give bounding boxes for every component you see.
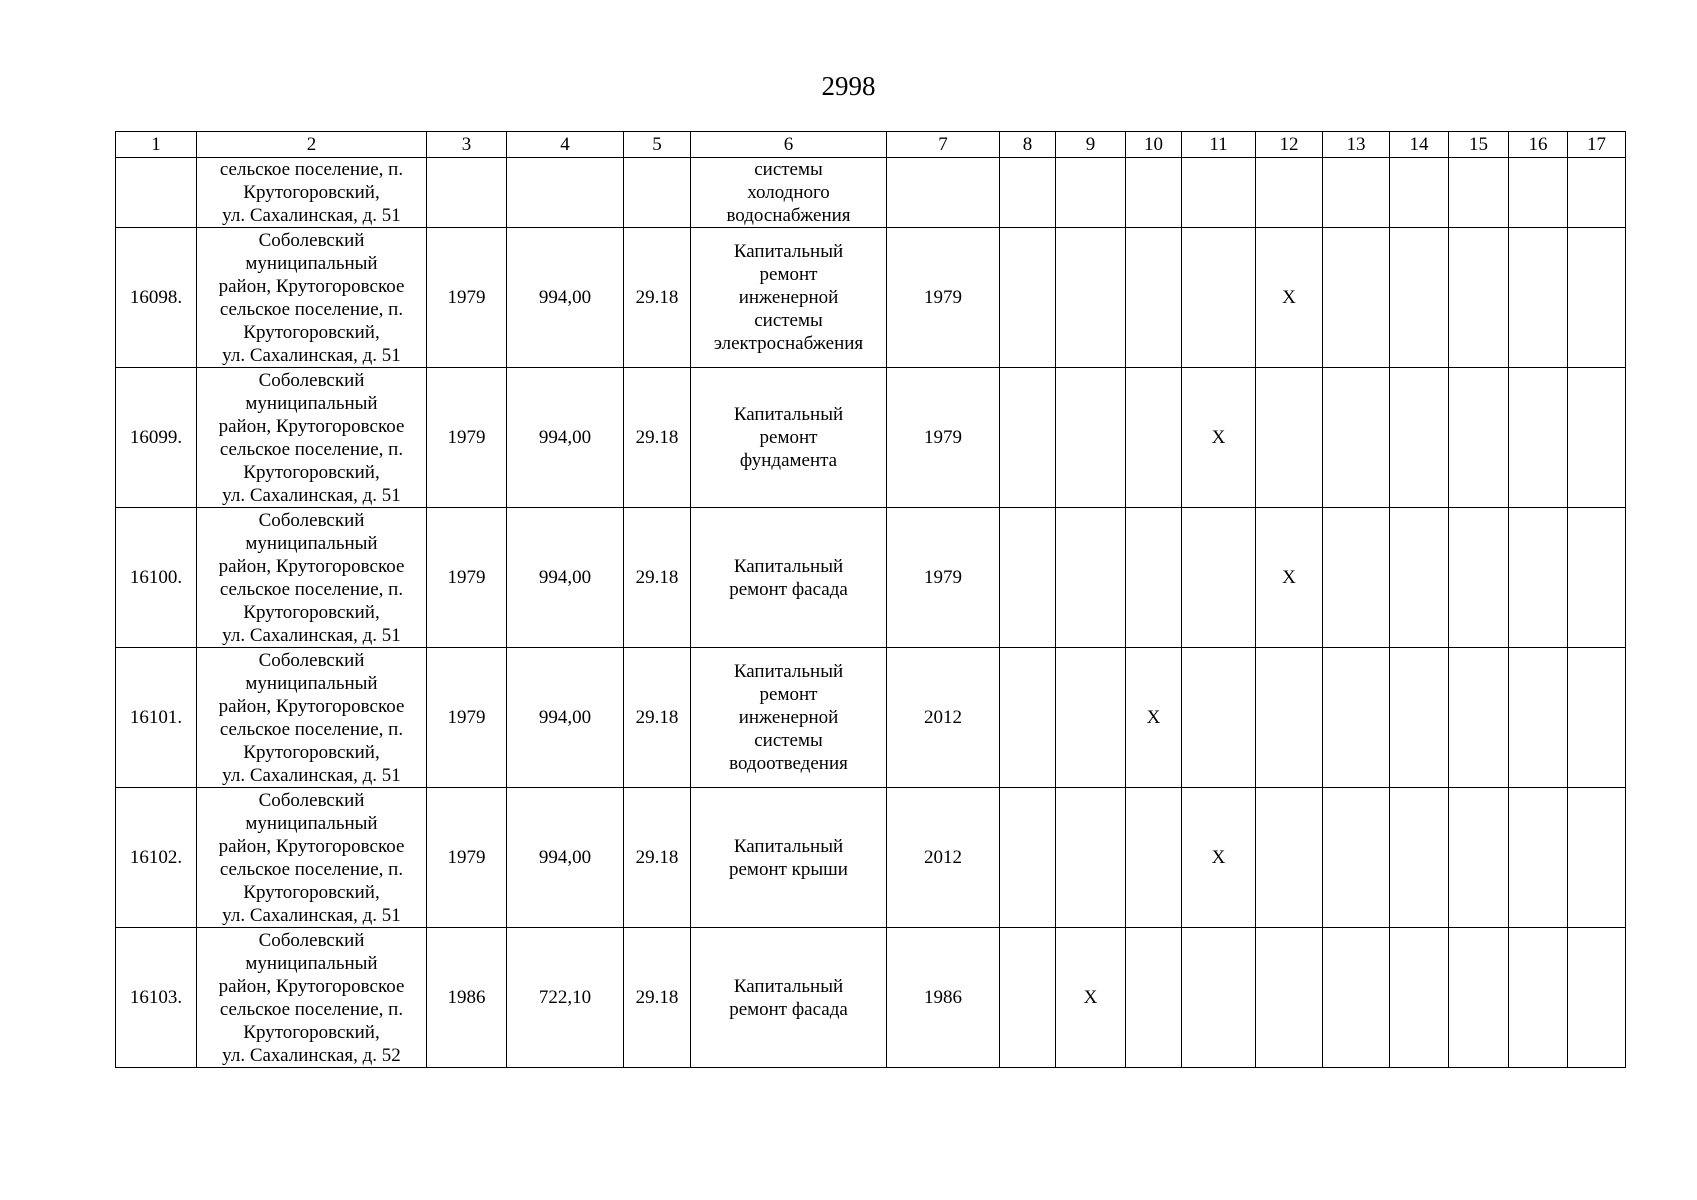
mark-cell — [1568, 928, 1626, 1068]
column-number: 7 — [887, 132, 1000, 158]
mark-cell: X — [1182, 368, 1256, 508]
area-cell: 994,00 — [507, 788, 624, 928]
mark-cell — [1256, 928, 1323, 1068]
column-number: 13 — [1323, 132, 1390, 158]
mark-cell — [1182, 158, 1256, 228]
year-built-cell: 1979 — [427, 788, 507, 928]
year-built-cell: 1979 — [427, 228, 507, 368]
mark-cell — [1182, 228, 1256, 368]
address-cell: Соболевский муниципальный район, Крутогоровское сельское поселение, п. Крутогоровский, ул. Сахалинская, д. 51 — [197, 508, 427, 648]
code-cell: 29.18 — [624, 788, 691, 928]
mark-cell — [1509, 648, 1568, 788]
column-number: 2 — [197, 132, 427, 158]
mark-cell — [1056, 158, 1126, 228]
year-built-cell: 1979 — [427, 508, 507, 648]
work-type-cell: системы холодного водоснабжения — [691, 158, 887, 228]
mark-cell — [1323, 508, 1390, 648]
mark-cell — [1568, 648, 1626, 788]
work-type-cell: Капитальный ремонт фасада — [691, 508, 887, 648]
year-work-cell: 1979 — [887, 228, 1000, 368]
code-cell — [624, 158, 691, 228]
page-number: 2998 — [821, 71, 876, 101]
mark-cell — [1182, 508, 1256, 648]
row-number-cell: 16099. — [116, 368, 197, 508]
table-row — [116, 788, 1626, 928]
row-number-cell: 16098. — [116, 228, 197, 368]
mark-cell — [1509, 508, 1568, 648]
mark-cell — [1449, 788, 1509, 928]
mark-cell — [1323, 788, 1390, 928]
table-row — [116, 648, 1626, 788]
row-number-cell: 16103. — [116, 928, 197, 1068]
area-cell: 994,00 — [507, 648, 624, 788]
registry-table — [115, 131, 1626, 1068]
year-built-cell: 1979 — [427, 368, 507, 508]
mark-cell — [1126, 368, 1182, 508]
mark-cell — [1323, 158, 1390, 228]
address-cell: сельское поселение, п. Крутогоровский, ул. Сахалинская, д. 51 — [197, 158, 427, 228]
column-number: 6 — [691, 132, 887, 158]
column-number: 12 — [1256, 132, 1323, 158]
mark-cell — [1449, 158, 1509, 228]
mark-cell — [1056, 648, 1126, 788]
column-number: 3 — [427, 132, 507, 158]
table-row — [116, 228, 1626, 368]
mark-cell — [1126, 928, 1182, 1068]
mark-cell — [1390, 368, 1449, 508]
work-type-cell: Капитальный ремонт инженерной системы электроснабжения — [691, 228, 887, 368]
mark-cell — [1126, 228, 1182, 368]
mark-cell — [1390, 158, 1449, 228]
mark-cell — [1056, 368, 1126, 508]
work-type-cell: Капитальный ремонт инженерной системы водоотведения — [691, 648, 887, 788]
mark-cell — [1390, 228, 1449, 368]
mark-cell — [1256, 648, 1323, 788]
year-work-cell: 1986 — [887, 928, 1000, 1068]
row-number-cell: 16102. — [116, 788, 197, 928]
mark-cell — [1000, 788, 1056, 928]
mark-cell — [1000, 648, 1056, 788]
code-cell: 29.18 — [624, 648, 691, 788]
year-work-cell: 2012 — [887, 788, 1000, 928]
table-body — [116, 158, 1626, 1068]
mark-cell — [1509, 158, 1568, 228]
mark-cell — [1000, 228, 1056, 368]
column-number: 4 — [507, 132, 624, 158]
mark-cell — [1509, 228, 1568, 368]
mark-cell — [1323, 648, 1390, 788]
mark-cell — [1126, 508, 1182, 648]
code-cell: 29.18 — [624, 928, 691, 1068]
mark-cell — [1390, 928, 1449, 1068]
mark-cell — [1056, 228, 1126, 368]
mark-cell — [1256, 158, 1323, 228]
column-number: 1 — [116, 132, 197, 158]
code-cell: 29.18 — [624, 228, 691, 368]
area-cell: 994,00 — [507, 228, 624, 368]
mark-cell: X — [1182, 788, 1256, 928]
mark-cell — [1390, 788, 1449, 928]
mark-cell — [1568, 228, 1626, 368]
mark-cell — [1449, 368, 1509, 508]
mark-cell — [1126, 158, 1182, 228]
area-cell: 994,00 — [507, 508, 624, 648]
area-cell: 722,10 — [507, 928, 624, 1068]
year-built-cell — [427, 158, 507, 228]
mark-cell — [1182, 928, 1256, 1068]
year-work-cell: 1979 — [887, 368, 1000, 508]
mark-cell — [1000, 368, 1056, 508]
address-cell: Соболевский муниципальный район, Крутогоровское сельское поселение, п. Крутогоровский, ул. Сахалинская, д. 51 — [197, 228, 427, 368]
mark-cell — [1000, 508, 1056, 648]
mark-cell — [1256, 368, 1323, 508]
mark-cell — [1323, 928, 1390, 1068]
mark-cell — [1449, 228, 1509, 368]
column-number: 17 — [1568, 132, 1626, 158]
mark-cell — [1449, 928, 1509, 1068]
mark-cell — [1056, 788, 1126, 928]
work-type-cell: Капитальный ремонт крыши — [691, 788, 887, 928]
column-number: 16 — [1509, 132, 1568, 158]
mark-cell — [1390, 648, 1449, 788]
area-cell — [507, 158, 624, 228]
mark-cell — [1449, 648, 1509, 788]
column-number: 5 — [624, 132, 691, 158]
address-cell: Соболевский муниципальный район, Крутогоровское сельское поселение, п. Крутогоровский, ул. Сахалинская, д. 51 — [197, 648, 427, 788]
mark-cell — [1056, 508, 1126, 648]
mark-cell — [1568, 508, 1626, 648]
column-number: 11 — [1182, 132, 1256, 158]
code-cell: 29.18 — [624, 508, 691, 648]
mark-cell: X — [1256, 228, 1323, 368]
mark-cell — [1568, 368, 1626, 508]
column-number: 15 — [1449, 132, 1509, 158]
work-type-cell: Капитальный ремонт фасада — [691, 928, 887, 1068]
column-number: 9 — [1056, 132, 1126, 158]
mark-cell — [1390, 508, 1449, 648]
area-cell: 994,00 — [507, 368, 624, 508]
year-work-cell — [887, 158, 1000, 228]
mark-cell — [1509, 368, 1568, 508]
mark-cell — [1000, 158, 1056, 228]
mark-cell — [1126, 788, 1182, 928]
mark-cell — [1000, 928, 1056, 1068]
mark-cell: X — [1056, 928, 1126, 1068]
table-row — [116, 928, 1626, 1068]
column-number: 14 — [1390, 132, 1449, 158]
mark-cell — [1568, 788, 1626, 928]
mark-cell — [1323, 368, 1390, 508]
mark-cell: X — [1256, 508, 1323, 648]
column-number-row — [116, 132, 1626, 158]
mark-cell — [1449, 508, 1509, 648]
year-work-cell: 2012 — [887, 648, 1000, 788]
row-number-cell: 16101. — [116, 648, 197, 788]
mark-cell — [1256, 788, 1323, 928]
year-work-cell: 1979 — [887, 508, 1000, 648]
mark-cell — [1509, 788, 1568, 928]
address-cell: Соболевский муниципальный район, Крутогоровское сельское поселение, п. Крутогоровский, ул. Сахалинская, д. 51 — [197, 368, 427, 508]
year-built-cell: 1986 — [427, 928, 507, 1068]
mark-cell — [1323, 228, 1390, 368]
table-row — [116, 368, 1626, 508]
mark-cell — [1182, 648, 1256, 788]
address-cell: Соболевский муниципальный район, Крутогоровское сельское поселение, п. Крутогоровский, ул. Сахалинская, д. 52 — [197, 928, 427, 1068]
mark-cell: X — [1126, 648, 1182, 788]
row-number-cell: 16100. — [116, 508, 197, 648]
mark-cell — [1509, 928, 1568, 1068]
table-row — [116, 508, 1626, 648]
table-row — [116, 158, 1626, 228]
mark-cell — [1568, 158, 1626, 228]
code-cell: 29.18 — [624, 368, 691, 508]
year-built-cell: 1979 — [427, 648, 507, 788]
column-number: 8 — [1000, 132, 1056, 158]
address-cell: Соболевский муниципальный район, Крутогоровское сельское поселение, п. Крутогоровский, ул. Сахалинская, д. 51 — [197, 788, 427, 928]
work-type-cell: Капитальный ремонт фундамента — [691, 368, 887, 508]
row-number-cell — [116, 158, 197, 228]
column-number: 10 — [1126, 132, 1182, 158]
